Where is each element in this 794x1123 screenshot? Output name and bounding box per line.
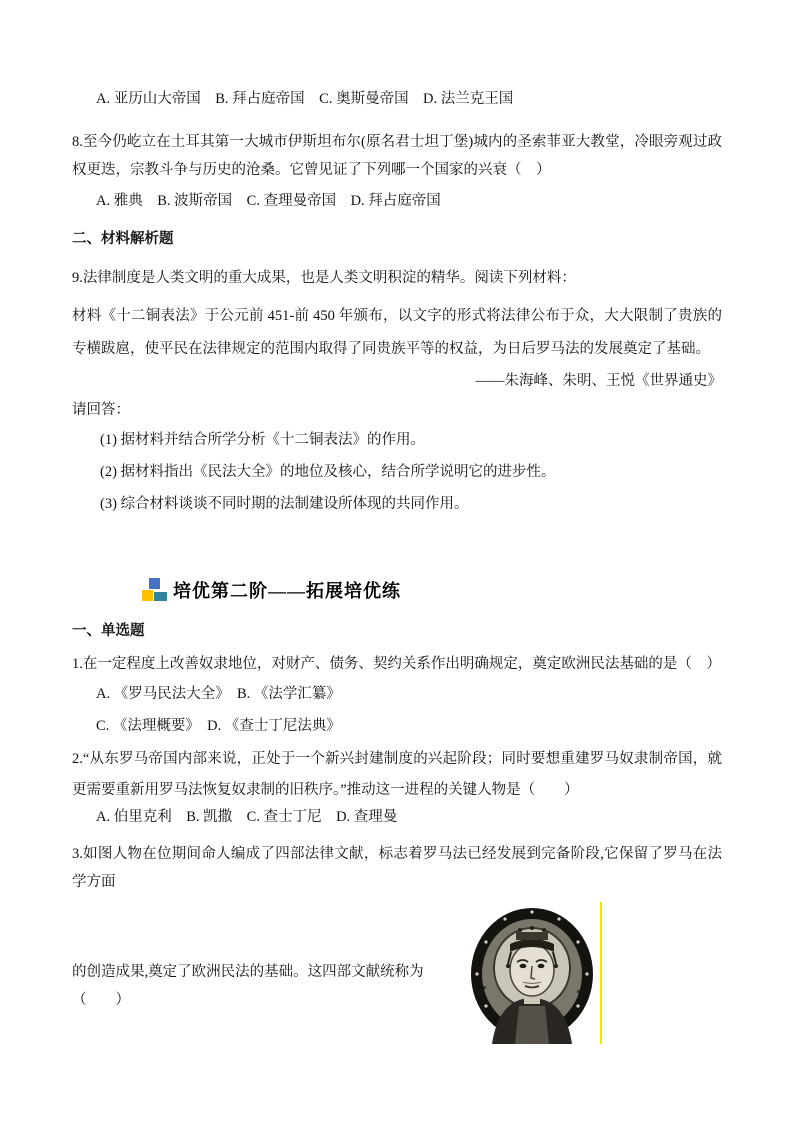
question-9-part-2: (2) 据材料指出《民法大全》的地位及核心，结合所学说明它的进步性。 xyxy=(100,464,556,480)
question-t1-text: 1.在一定程度上改善奴隶地位，对财产、债务、契约关系作出明确规定，奠定欧洲民法基础的是（ ） xyxy=(72,656,721,672)
stage-blocks-icon xyxy=(142,578,168,603)
section-heading-single-choice: 一、单选题 xyxy=(72,623,145,639)
question-9-part-3: (3) 综合材料谈谈不同时期的法制建设所体现的共同作用。 xyxy=(100,496,469,512)
justinian-portrait-figure xyxy=(467,902,602,1044)
question-9-intro: 9.法律制度是人类文明的重大成果，也是人类文明积淀的精华。阅读下列材料： xyxy=(72,270,576,286)
stage-2-header xyxy=(142,576,722,604)
question-t1-options-ab: A. 《罗马民法大全》 B. 《法学汇纂》 xyxy=(96,686,341,702)
justinian-portrait-image xyxy=(467,902,597,1044)
question-8-text: 8.至今仍屹立在土耳其第一大城市伊斯坦布尔(原名君士坦丁堡)城内的圣索菲亚大教堂，冷眼旁观过政权更迭，宗教斗争与历史的沧桑。它曾见证了下列哪一个国家的兴衰（ ） xyxy=(72,134,722,178)
question-9-material: 材料《十二铜表法》于公元前 451-前 450 年颁布，以文字的形式将法律公布于众，大大限制了贵族的专横跋扈，使平民在法律规定的范围内取得了同贵族平等的权益，为日后罗马法的发展奠定了基础。 xyxy=(72,308,722,357)
question-t1-options-cd: C. 《法理概要》 D. 《查士丁尼法典》 xyxy=(96,718,341,734)
question-t2-options: A. 伯里克利 B. 凯撒 C. 查士丁尼 D. 查理曼 xyxy=(96,809,398,825)
question-9-ask: 请回答： xyxy=(72,402,130,418)
question-t2-text: 2.“从东罗马帝国内部来说，正处于一个新兴封建制度的兴起阶段；同时要想重建罗马奴隶制帝国，就更需要重新用罗马法恢复奴隶制的旧秩序。”推动这一进程的关键人物是（ ） xyxy=(72,751,722,798)
material-source-citation: ——朱海峰、朱明、王悦《世界通史》 xyxy=(475,373,722,389)
question-9-part-1: (1) 据材料并结合所学分析《十二铜表法》的作用。 xyxy=(100,432,426,448)
stage-2-title: 培优第二阶——拓展培优练 xyxy=(173,581,401,601)
question-t3-line2: 的创造成果,奠定了欧洲民法的基础。这四部文献统称为（ ） xyxy=(72,964,424,1008)
question-8-options: A. 雅典 B. 波斯帝国 C. 查理曼帝国 D. 拜占庭帝国 xyxy=(96,193,441,209)
question-7-options: A. 亚历山大帝国 B. 拜占庭帝国 C. 奥斯曼帝国 D. 法兰克王国 xyxy=(96,91,514,107)
section-heading-material-analysis: 二、材料解析题 xyxy=(72,231,174,247)
question-t3-line1: 3.如图人物在位期间命人编成了四部法律文献，标志着罗马法已经发展到完备阶段,它保留了罗马在法学方面 xyxy=(72,846,722,890)
